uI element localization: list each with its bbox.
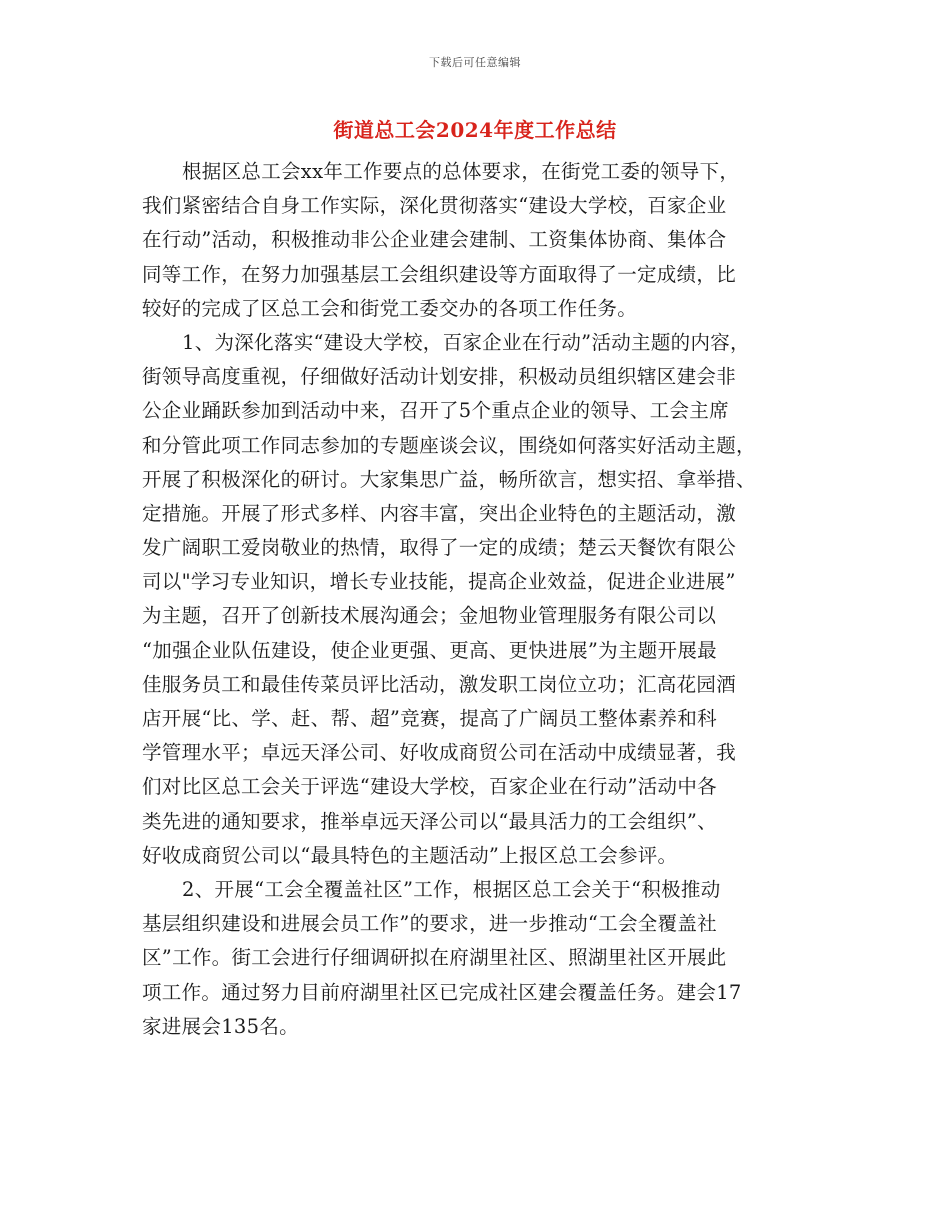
document-body <box>142 155 822 1044</box>
text-line: 和分管此项工作同志参加的专题座谈会议，围绕如何落实好活动主题， <box>142 433 756 457</box>
text-line: 家进展会135名。 <box>142 1014 299 1038</box>
paragraph-item-1 <box>142 326 822 873</box>
text-line: 公企业踊跃参加到活动中来，召开了5个重点企业的领导、工会主席 <box>142 399 729 423</box>
text-line: 在行动”活动，积极推动非公企业建会建制、工资集体协商、集体合 <box>142 228 727 252</box>
text-line: 发广阔职工爱岗敬业的热情，取得了一定的成绩；楚云天餐饮有限公 <box>142 536 737 560</box>
text-line: 街领导高度重视，仔细做好活动计划安排，积极动员组织辖区建会非 <box>142 365 737 389</box>
text-line: 开展了积极深化的研讨。大家集思广益，畅所欲言，想实招、拿举措、 <box>142 467 756 491</box>
text-line: 1、为深化落实“建设大学校，百家企业在行动”活动主题的内容， <box>182 330 750 354</box>
paragraph-intro <box>142 155 822 326</box>
header-note: 下载后可任意编辑 <box>429 56 521 69</box>
text-line: 我们紧密结合自身工作实际，深化贯彻落实“建设大学校，百家企业 <box>142 194 727 218</box>
paragraph-item-2 <box>142 873 822 1044</box>
text-line: 们对比区总工会关于评选“建设大学校，百家企业在行动”活动中各 <box>142 775 717 799</box>
text-line: 学管理水平；卓远天泽公司、好收成商贸公司在活动中成绩显著，我 <box>142 741 737 765</box>
text-line: 佳服务员工和最佳传菜员评比活动，激发职工岗位立功；汇高花园酒 <box>142 672 737 696</box>
text-line: 基层组织建设和进展会员工作”的要求，进一步推动“工会全覆盖社 <box>142 912 717 936</box>
text-line: 区”工作。街工会进行仔细调研拟在府湖里社区、照湖里社区开展此 <box>142 946 727 970</box>
text-line: 司以"学习专业知识，增长专业技能，提高企业效益，促进企业进展” <box>142 570 736 594</box>
text-line: “加强企业队伍建设，使企业更强、更高、更快进展”为主题开展最 <box>142 638 717 662</box>
text-line: 根据区总工会xx年工作要点的总体要求，在街党工委的领导下， <box>182 160 740 183</box>
text-line: 为主题，召开了创新技术展沟通会；金旭物业管理服务有限公司以 <box>142 604 717 628</box>
text-line: 2、开展“工会全覆盖社区”工作，根据区总工会关于“积极推动 <box>182 877 721 901</box>
text-line: 较好的完成了区总工会和街党工委交办的各项工作任务。 <box>142 296 638 320</box>
text-line: 好收成商贸公司以“最具特色的主题活动”上报区总工会参评。 <box>142 843 678 867</box>
text-line: 同等工作，在努力加强基层工会组织建设等方面取得了一定成绩，比 <box>142 262 737 286</box>
text-line: 定措施。开展了形式多样、内容丰富，突出企业特色的主题活动，激 <box>142 501 737 525</box>
text-line: 类先进的通知要求，推举卓远天泽公司以“最具活力的工会组织”、 <box>142 809 717 833</box>
text-line: 店开展“比、学、赶、帮、超”竞赛，提高了广阔员工整体素养和科 <box>142 707 717 730</box>
document-title: 街道总工会2024年度工作总结 <box>333 118 617 142</box>
text-line: 项工作。通过努力目前府湖里社区已完成社区建会覆盖任务。建会17 <box>142 980 742 1004</box>
